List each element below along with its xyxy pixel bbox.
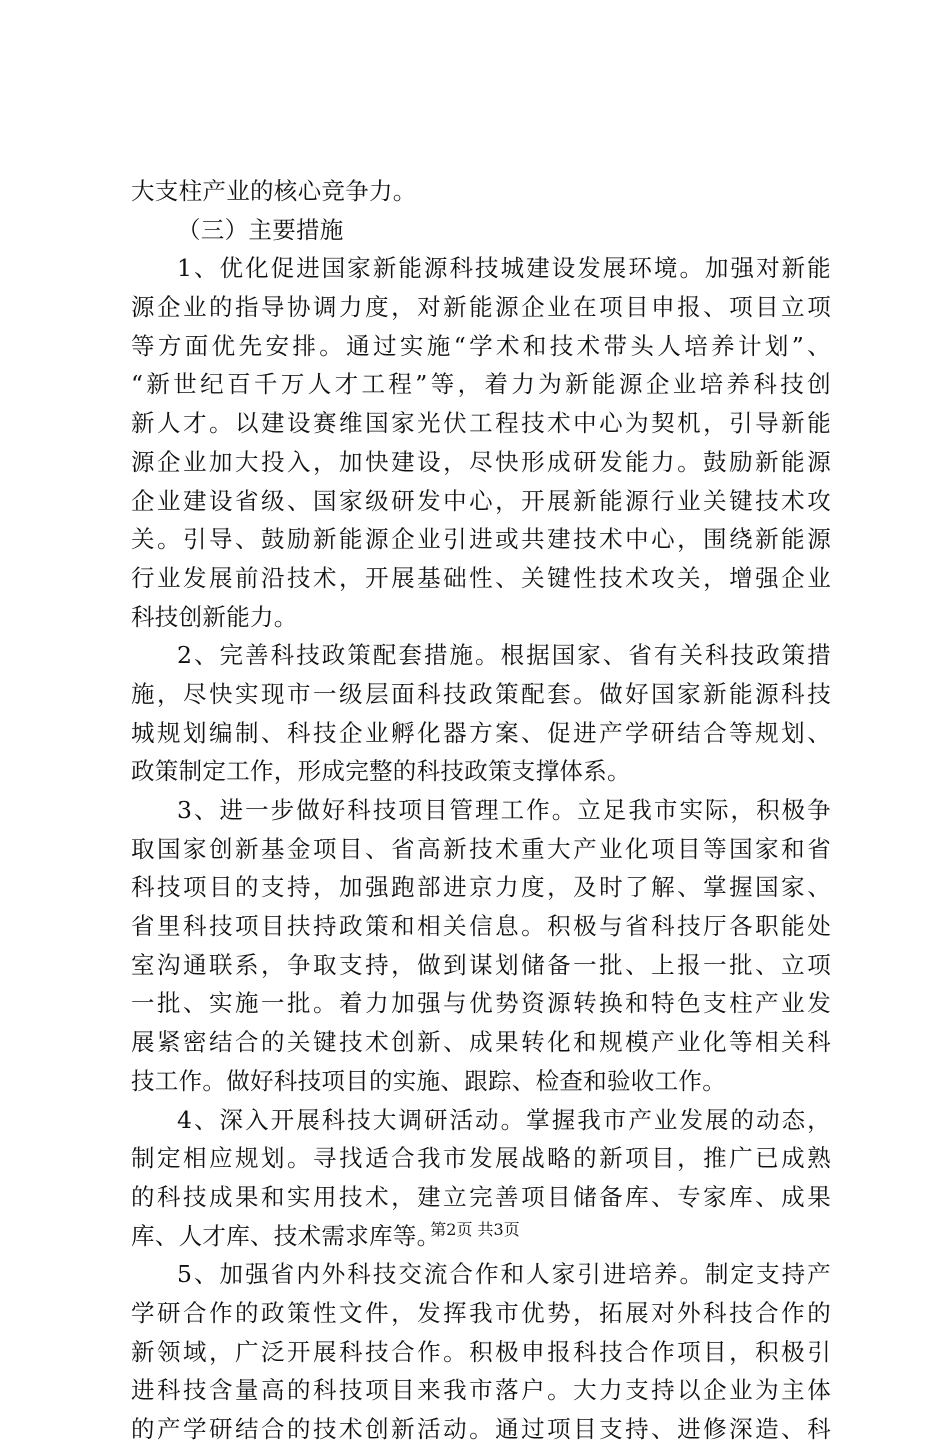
text-line: 4、深入开展科技大调研活动。掌握我市产业发展的动态，: [177, 1105, 831, 1134]
text-line: 科技创新能力。: [131, 602, 298, 631]
text-line: 3、进一步做好科技项目管理工作。立足我市实际，积极争: [177, 796, 831, 824]
text-line: 城规划编制、科技企业孵化器方案、促进产学研结合等规划、: [131, 718, 831, 747]
text-line: 一批、实施一批。着力加强与优势资源转换和特色支柱产业发: [131, 989, 831, 1018]
text-line: 5、加强省内外科技交流合作和人家引进培养。制定支持产: [177, 1260, 831, 1289]
text-line: 展紧密结合的关键技术创新、成果转化和规模产业化等相关科: [131, 1028, 831, 1057]
text-line: 的科技成果和实用技术，建立完善项目储备库、专家库、成果: [131, 1182, 831, 1211]
text-line: 源企业加大投入，加快建设，尽快形成研发能力。鼓励新能源: [131, 447, 831, 476]
text-line: 技工作。做好科技项目的实施、跟踪、检查和验收工作。: [131, 1066, 726, 1095]
text-line: 的产学研结合的技术创新活动。通过项目支持、进修深造、科: [131, 1415, 831, 1443]
text-line: 2、完善科技政策配套措施。根据国家、省有关科技政策措: [177, 641, 831, 670]
text-line: 行业发展前沿技术，开展基础性、关键性技术攻关，增强企业: [131, 563, 831, 592]
text-line: 新领域，广泛开展科技合作。积极申报科技合作项目，积极引: [131, 1337, 831, 1366]
page-footer: 第2页 共3页: [430, 1220, 520, 1239]
text-line: 取国家创新基金项目、省高新技术重大产业化项目等国家和省: [131, 834, 831, 863]
text-line: 关。引导、鼓励新能源企业引进或共建技术中心，围绕新能源: [131, 525, 831, 554]
text-line: 等方面优先安排。通过实施“学术和技术带头人培养计划”、: [131, 331, 831, 360]
text-line: “新世纪百千万人才工程”等，着力为新能源企业培养科技创: [131, 370, 831, 399]
text-line: 政策制定工作，形成完整的科技政策支撑体系。: [131, 757, 631, 786]
text-line: 企业建设省级、国家级研发中心，开展新能源行业关键技术攻: [131, 486, 831, 515]
text-line: 学研合作的政策性文件，发挥我市优势，拓展对外科技合作的: [131, 1298, 831, 1327]
text-line: 进科技含量高的科技项目来我市落户。大力支持以企业为主体: [131, 1376, 831, 1405]
text-line: 省里科技项目扶持政策和相关信息。积极与省科技厅各职能处: [131, 912, 831, 941]
text-line: 施，尽快实现市一级层面科技政策配套。做好国家新能源科技: [131, 679, 831, 708]
text-line: 室沟通联系，争取支持，做到谋划储备一批、上报一批、立项: [131, 950, 831, 979]
document-body: [131, 172, 831, 1449]
text-line: 制定相应规划。寻找适合我市发展战略的新项目，推广已成熟: [131, 1144, 831, 1173]
text-line: 新人才。以建设赛维国家光伏工程技术中心为契机，引导新能: [131, 409, 831, 438]
text-line: 科技项目的支持，加强跑部进京力度，及时了解、掌握国家、: [131, 873, 831, 902]
text-line: 库、人才库、技术需求库等。: [131, 1221, 441, 1250]
text-line: 1、优化促进国家新能源科技城建设发展环境。加强对新能: [177, 254, 831, 283]
text-line: 大支柱产业的核心竞争力。: [131, 177, 417, 205]
text-line: （三）主要措施: [177, 215, 344, 244]
text-line: 源企业的指导协调力度，对新能源企业在项目申报、项目立项: [131, 293, 831, 322]
